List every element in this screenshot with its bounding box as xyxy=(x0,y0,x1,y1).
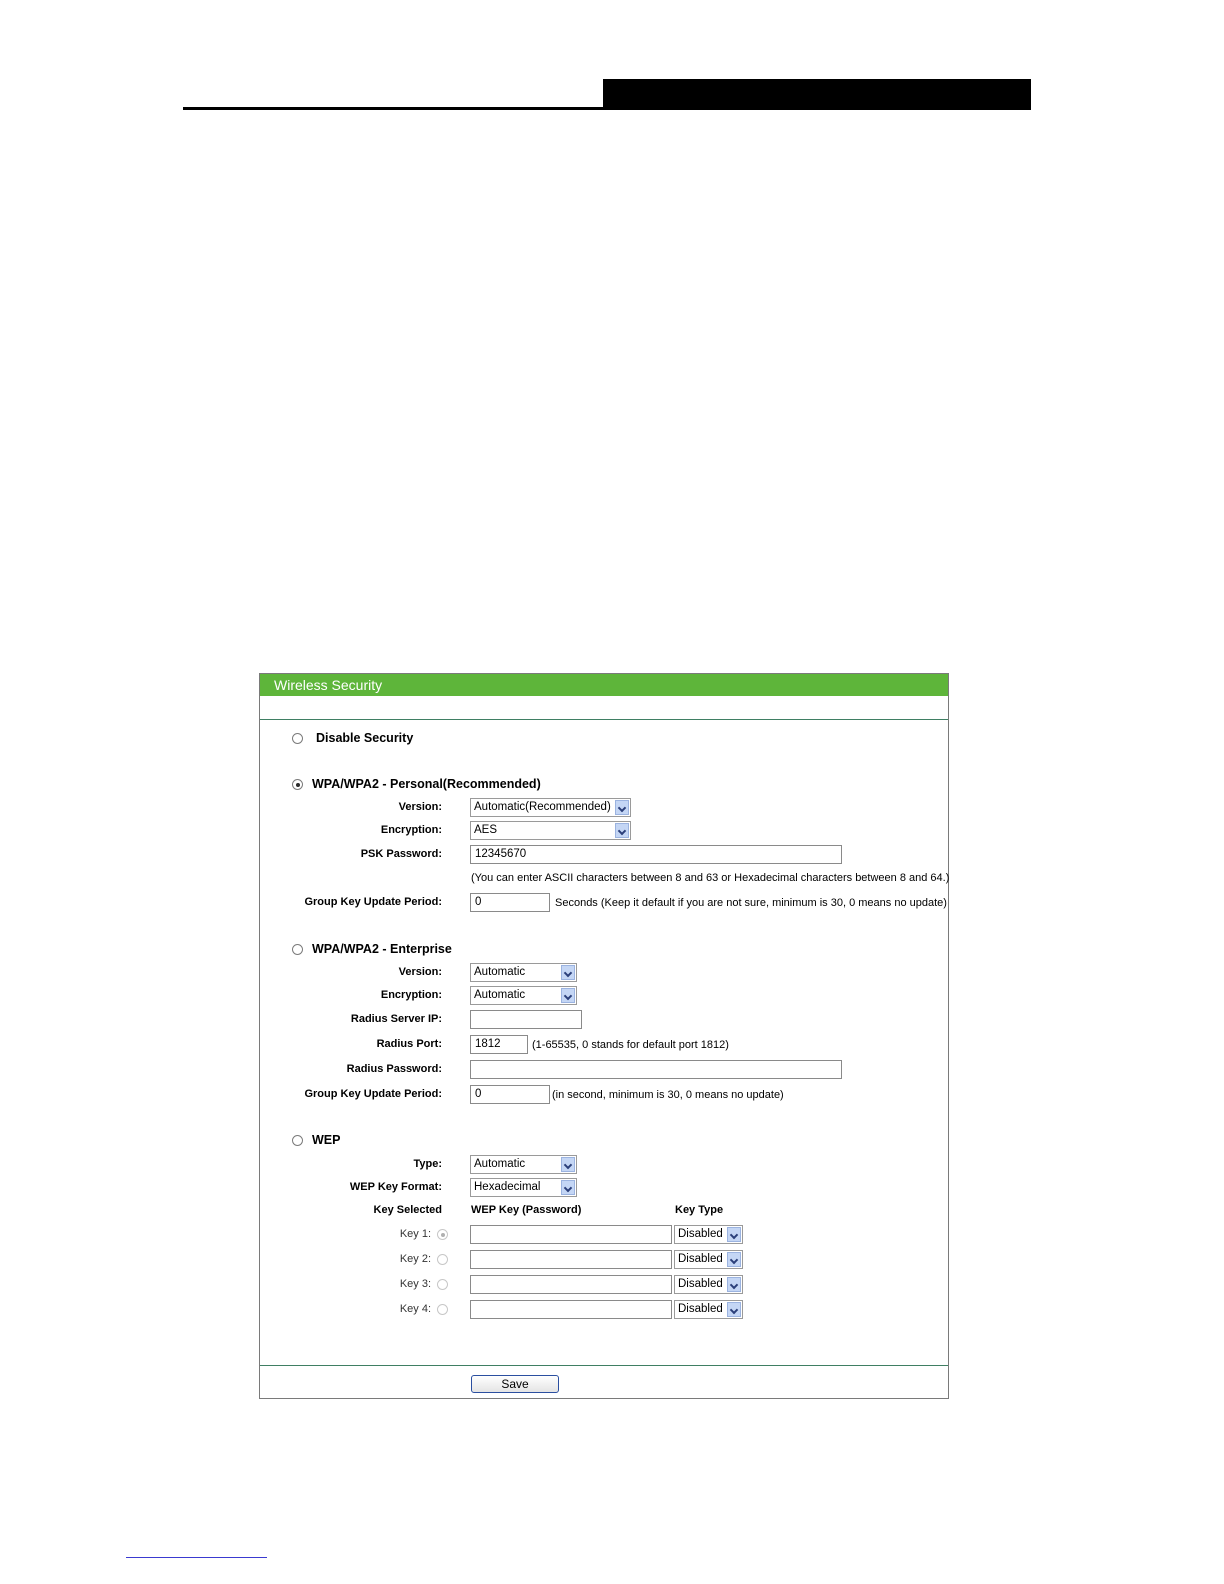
psk-password-input[interactable]: 12345670 xyxy=(470,845,842,864)
wep-key-4-radio[interactable] xyxy=(437,1304,448,1315)
chevron-down-icon[interactable] xyxy=(615,823,629,838)
wep-key-2-radio[interactable] xyxy=(437,1254,448,1265)
radius-password-label: Radius Password: xyxy=(346,1063,442,1075)
wpa-enterprise-group-key-input[interactable]: 0 xyxy=(470,1085,550,1104)
wep-key-3-radio[interactable] xyxy=(437,1279,448,1290)
wep-type-label: Type: xyxy=(413,1158,442,1170)
key-type-column-header: Key Type xyxy=(675,1204,724,1216)
wep-key-2-label: Key 2: xyxy=(399,1253,431,1265)
wep-type-value: Automatic xyxy=(474,1158,526,1170)
chevron-down-icon[interactable] xyxy=(727,1227,741,1242)
wpa-personal-version-value: Automatic(Recommended) xyxy=(474,801,611,813)
radius-server-ip-input[interactable] xyxy=(470,1010,582,1029)
wpa-enterprise-group-key-note: (in second, minimum is 30, 0 means no update) xyxy=(552,1089,784,1101)
wpa-personal-encryption-value: AES xyxy=(474,824,498,836)
radius-password-input[interactable] xyxy=(470,1060,842,1079)
radius-port-input[interactable]: 1812 xyxy=(470,1035,528,1054)
wpa-personal-group-key-input[interactable]: 0 xyxy=(470,893,550,912)
wireless-security-panel xyxy=(259,673,949,1399)
chevron-down-icon[interactable] xyxy=(561,965,575,980)
wpa-enterprise-title: WPA/WPA2 - Enterprise xyxy=(312,942,452,956)
disable-security-radio[interactable] xyxy=(292,733,303,744)
radius-port-note: (1-65535, 0 stands for default port 1812) xyxy=(532,1039,729,1051)
wep-key-3-input[interactable] xyxy=(470,1275,672,1294)
wep-key-format-select[interactable] xyxy=(470,1178,577,1197)
wep-radio[interactable] xyxy=(292,1135,303,1146)
wpa-personal-title: WPA/WPA2 - Personal(Recommended) xyxy=(312,777,541,791)
wep-key-1-input[interactable] xyxy=(470,1225,672,1244)
wep-key-format-value: Hexadecimal xyxy=(474,1181,541,1193)
wpa-enterprise-group-key-label: Group Key Update Period: xyxy=(304,1088,442,1100)
panel-top-divider xyxy=(260,719,948,720)
psk-password-label: PSK Password: xyxy=(360,848,442,860)
wpa-enterprise-encryption-label: Encryption: xyxy=(380,989,442,1001)
panel-title: Wireless Security xyxy=(274,677,383,693)
wpa-personal-version-label: Version: xyxy=(398,801,442,813)
disable-security-label: Disable Security xyxy=(316,731,414,745)
wep-key-2-type-select[interactable] xyxy=(674,1250,743,1269)
wep-key-2-input[interactable] xyxy=(470,1250,672,1269)
wep-key-1-radio[interactable] xyxy=(437,1229,448,1240)
wpa-personal-version-select[interactable] xyxy=(470,798,631,817)
wpa-enterprise-version-value: Automatic xyxy=(474,966,526,978)
chevron-down-icon[interactable] xyxy=(561,1157,575,1172)
wpa-enterprise-radio[interactable] xyxy=(292,944,303,955)
wep-key-2-type-value: Disabled xyxy=(678,1253,723,1265)
wep-key-3-type-value: Disabled xyxy=(678,1278,723,1290)
wep-key-3-label: Key 3: xyxy=(399,1278,431,1290)
wpa-personal-group-key-note: Seconds (Keep it default if you are not sure, minimum is 30, 0 means no update) xyxy=(555,897,947,909)
document-header-rule xyxy=(183,107,1031,110)
wpa-enterprise-version-label: Version: xyxy=(398,966,442,978)
chevron-down-icon[interactable] xyxy=(727,1302,741,1317)
wep-key-format-label: WEP Key Format: xyxy=(349,1181,442,1193)
chevron-down-icon[interactable] xyxy=(561,1180,575,1195)
wep-key-1-type-value: Disabled xyxy=(678,1228,723,1240)
document-footer-link[interactable] xyxy=(126,1557,267,1558)
wpa-personal-encryption-select[interactable] xyxy=(470,821,631,840)
key-selected-column-header: Key Selected xyxy=(373,1204,442,1216)
chevron-down-icon[interactable] xyxy=(727,1252,741,1267)
wep-type-select[interactable] xyxy=(470,1155,577,1174)
wep-key-1-type-select[interactable] xyxy=(674,1225,743,1244)
wpa-personal-group-key-label: Group Key Update Period: xyxy=(304,896,442,908)
chevron-down-icon[interactable] xyxy=(727,1277,741,1292)
wep-key-column-header: WEP Key (Password) xyxy=(471,1204,582,1216)
wep-key-4-input[interactable] xyxy=(470,1300,672,1319)
wpa-personal-radio[interactable] xyxy=(292,779,303,790)
wep-key-4-label: Key 4: xyxy=(399,1303,431,1315)
wep-key-4-type-select[interactable] xyxy=(674,1300,743,1319)
chevron-down-icon[interactable] xyxy=(561,988,575,1003)
radius-server-ip-label: Radius Server IP: xyxy=(350,1013,442,1025)
document-header-bar xyxy=(603,79,1031,109)
wep-key-3-type-select[interactable] xyxy=(674,1275,743,1294)
panel-title-bar xyxy=(260,674,948,696)
psk-password-note: (You can enter ASCII characters between 8 and 63 or Hexadecimal characters between 8 and 64.) xyxy=(471,872,950,884)
radius-port-label: Radius Port: xyxy=(376,1038,442,1050)
panel-bottom-divider xyxy=(260,1365,948,1366)
wpa-enterprise-encryption-value: Automatic xyxy=(474,989,526,1001)
wep-title: WEP xyxy=(312,1133,341,1147)
save-button[interactable]: Save xyxy=(471,1375,559,1393)
wep-key-1-label: Key 1: xyxy=(399,1228,431,1240)
wpa-enterprise-version-select[interactable] xyxy=(470,963,577,982)
wep-key-4-type-value: Disabled xyxy=(678,1303,723,1315)
wpa-personal-encryption-label: Encryption: xyxy=(380,824,442,836)
chevron-down-icon[interactable] xyxy=(615,800,629,815)
wpa-enterprise-encryption-select[interactable] xyxy=(470,986,577,1005)
